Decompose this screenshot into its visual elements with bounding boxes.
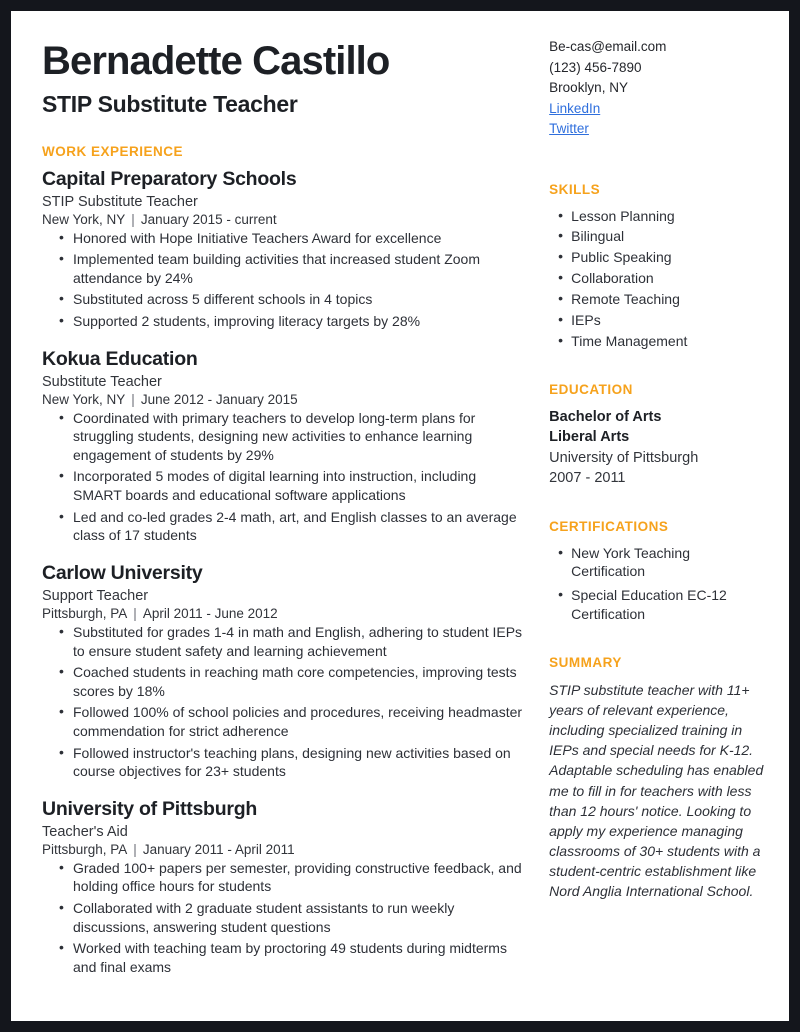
meta-separator: |	[133, 605, 137, 621]
certifications-list	[549, 544, 765, 623]
skill-item: • Public Speaking	[571, 248, 765, 268]
work-experience-item	[42, 168, 523, 331]
education-block	[549, 382, 765, 489]
section-heading-summary: SUMMARY	[549, 654, 622, 670]
section-heading-certifications: CERTIFICATIONS	[549, 519, 669, 535]
job-role: Substitute Teacher	[42, 373, 162, 390]
job-bullet: • Worked with teaching team by proctoring 49 students during midterms and final exams	[73, 939, 523, 976]
job-role: STIP Substitute Teacher	[42, 193, 198, 210]
job-meta	[42, 392, 523, 407]
employer-name: University of Pittsburgh	[42, 797, 258, 820]
contact-location: Brooklyn, NY	[549, 80, 628, 96]
job-bullet: • Led and co-led grades 2-4 math, art, and English classes to an average class of 17 students	[73, 508, 523, 545]
job-dates: January 2011 - April 2011	[142, 841, 295, 857]
certification-item: • Special Education EC-12 Certification	[571, 586, 765, 622]
job-bullet: • Followed 100% of school policies and procedures, receiving headmaster commendation for strict adherence	[73, 703, 523, 740]
job-role: Teacher's Aid	[42, 823, 128, 840]
section-heading-education: EDUCATION	[549, 381, 633, 397]
contact-email: Be-cas@email.com	[549, 39, 667, 54]
meta-separator: |	[131, 211, 135, 227]
skills-block	[549, 182, 765, 352]
skill-item: • Bilingual	[571, 227, 765, 247]
education-school: University of Pittsburgh	[549, 449, 699, 466]
employer-name: Carlow University	[42, 561, 203, 584]
job-bullet-list	[42, 409, 523, 545]
skill-item: • Time Management	[571, 332, 765, 352]
summary-block	[549, 655, 765, 902]
job-bullet-list	[42, 859, 523, 977]
job-location: New York, NY	[42, 211, 126, 227]
job-bullet: • Supported 2 students, improving literacy targets by 28%	[73, 312, 523, 331]
job-meta	[42, 842, 523, 857]
job-bullet: • Graded 100+ papers per semester, providing constructive feedback, and holding office hours for students	[73, 859, 523, 896]
job-dates: June 2012 - January 2015	[140, 391, 298, 407]
work-experience-item	[42, 798, 523, 977]
employer-name: Capital Preparatory Schools	[42, 167, 297, 190]
job-role: Support Teacher	[42, 587, 149, 604]
skill-item: • Lesson Planning	[571, 207, 765, 227]
meta-separator: |	[131, 391, 135, 407]
job-meta	[42, 212, 523, 227]
job-bullet: • Incorporated 5 modes of digital learning into instruction, including SMART boards and educational software applications	[73, 467, 523, 504]
contact-block	[549, 37, 765, 140]
job-bullet: • Coordinated with primary teachers to develop long-term plans for struggling students, designing new activities to enhance learning engagement of students by 29%	[73, 409, 523, 465]
job-bullet: • Implemented team building activities that increased student Zoom attendance by 24%	[73, 250, 523, 287]
meta-separator: |	[133, 841, 137, 857]
candidate-job-title: STIP Substitute Teacher	[42, 90, 298, 117]
job-bullet: • Substituted for grades 1-4 in math and English, adhering to student IEPs to ensure student safety and learning achievement	[73, 623, 523, 660]
job-location: Pittsburgh, PA	[42, 841, 128, 857]
education-dates: 2007 - 2011	[549, 470, 626, 487]
left-column	[42, 33, 537, 1021]
certifications-block	[549, 519, 765, 623]
job-dates: April 2011 - June 2012	[142, 605, 278, 621]
skill-item: • IEPs	[571, 311, 765, 331]
skill-item: • Remote Teaching	[571, 290, 765, 310]
job-location: Pittsburgh, PA	[42, 605, 128, 621]
summary-text: STIP substitute teacher with 11+ years of relevant experience, including specialized training in IEPs and special needs for K-12. Adaptable scheduling has enabled me to fill in for teachers with less than 12 hours' notice. Looking to apply my experience managing classrooms of 30+ students with a student-centric establishment like Nord Anglia International School.	[549, 681, 764, 900]
skills-list	[549, 207, 765, 352]
contact-phone: (123) 456-7890	[549, 59, 642, 75]
twitter-link[interactable]: Twitter	[549, 121, 589, 137]
skill-item: • Collaboration	[571, 269, 765, 289]
job-bullet-list	[42, 623, 523, 781]
job-meta	[42, 606, 523, 621]
work-experience-item	[42, 562, 523, 781]
section-heading-skills: SKILLS	[549, 181, 601, 197]
section-heading-work-experience: WORK EXPERIENCE	[42, 143, 184, 159]
certification-item: • New York Teaching Certification	[571, 544, 765, 580]
job-bullet: • Honored with Hope Initiative Teachers Award for excellence	[73, 229, 523, 248]
job-bullet: • Followed instructor's teaching plans, designing new activities based on course objectives for 23+ students	[73, 744, 523, 781]
job-dates: January 2015 - current	[140, 211, 277, 227]
work-experience-item	[42, 348, 523, 545]
employer-name: Kokua Education	[42, 347, 198, 370]
education-field: Liberal Arts	[549, 429, 630, 446]
job-bullet: • Substituted across 5 different schools in 4 topics	[73, 290, 523, 309]
education-degree: Bachelor of Arts	[549, 408, 662, 425]
job-bullet: • Collaborated with 2 graduate student assistants to run weekly discussions, answering student questions	[73, 899, 523, 936]
candidate-name: Bernadette Castillo	[42, 39, 390, 83]
resume-content	[11, 11, 789, 1021]
job-bullet: • Coached students in reaching math core competencies, improving tests scores by 18%	[73, 663, 523, 700]
right-column	[537, 33, 765, 1021]
job-bullet-list	[42, 229, 523, 331]
linkedin-link[interactable]: LinkedIn	[549, 100, 601, 116]
job-location: New York, NY	[42, 391, 126, 407]
